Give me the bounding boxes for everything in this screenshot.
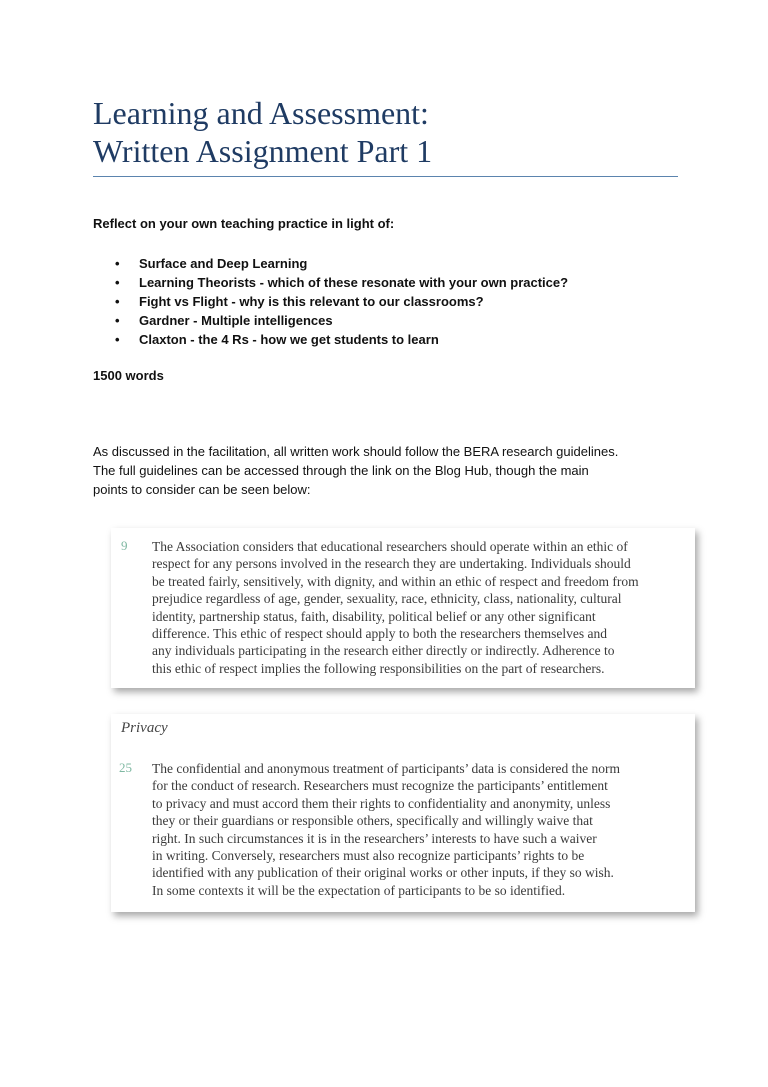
list-item: • Learning Theorists - which of these resonate with your own practice? [115,273,568,292]
page-title [93,94,683,170]
paragraph-number: 25 [119,760,132,775]
excerpt-line: respect for any persons involved in the research they are undertaking. Individuals should [152,556,631,572]
excerpt-line: this ethic of respect implies the following responsibilities on the part of researchers. [152,660,605,676]
list-item: • Claxton - the 4 Rs - how we get students to learn [115,330,568,349]
assignment-prompt: Reflect on your own teaching practice in light of: [93,216,395,231]
excerpt-line: The Association considers that educational researchers should operate within an ethic of [152,539,628,554]
excerpt-line: In some contexts it will be the expectation of participants to be so identified. [152,882,566,898]
title-line-2: Written Assignment Part 1 [93,133,433,169]
body-line: As discussed in the facilitation, all written work should follow the BERA research guidelines. [93,444,619,459]
excerpt-line: prejudice regardless of age, gender, sexuality, race, ethnicity, class, nationality, cultural [152,591,622,607]
excerpt-line: any individuals participating in the research either directly or indirectly. Adherence to [152,643,615,659]
body-line: The full guidelines can be accessed through the link on the Blog Hub, though the main [93,463,589,478]
excerpt-line: identified with any publication of their original works or other inputs, if they so wish. [152,865,614,881]
excerpt-line: for the conduct of research. Researchers must recognize the participants’ entitlement [152,778,608,794]
excerpt-line: difference. This ethic of respect should apply to both the researchers themselves and [152,626,607,642]
excerpt-text [152,538,639,677]
list-item: • Gardner - Multiple intelligences [115,311,568,330]
excerpt-line: they or their guardians or responsible others, specifically and willingly waive that [152,813,593,829]
bera-excerpt-respect [111,528,695,688]
list-item: • Fight vs Flight - why is this relevant to our classrooms? [115,292,568,311]
excerpt-line: right. In such circumstances it is in the researchers’ interests to have such a waiver [152,830,597,846]
topic-list [115,254,568,349]
excerpt-text [152,760,620,899]
excerpt-line: be treated fairly, sensitively, with dignity, and within an ethic of respect and freedom from [152,573,639,589]
title-divider [93,176,678,177]
excerpt-line: The confidential and anonymous treatment of participants’ data is considered the norm [152,761,620,776]
excerpt-line: identity, partnership status, faith, disability, political belief or any other significant [152,608,596,624]
body-line: points to consider can be seen below: [93,482,311,497]
word-count: 1500 words [93,368,164,383]
excerpt-heading: Privacy [121,720,168,736]
title-line-1: Learning and Assessment: [93,95,429,131]
excerpt-line: in writing. Conversely, researchers must also recognize participants’ rights to be [152,848,585,864]
excerpt-line: to privacy and must accord them their rights to confidentiality and anonymity, unless [152,795,611,811]
list-item: • Surface and Deep Learning [115,254,568,273]
bera-excerpt-privacy [111,714,695,912]
paragraph-number: 9 [121,538,128,553]
guidelines-paragraph [93,442,693,499]
